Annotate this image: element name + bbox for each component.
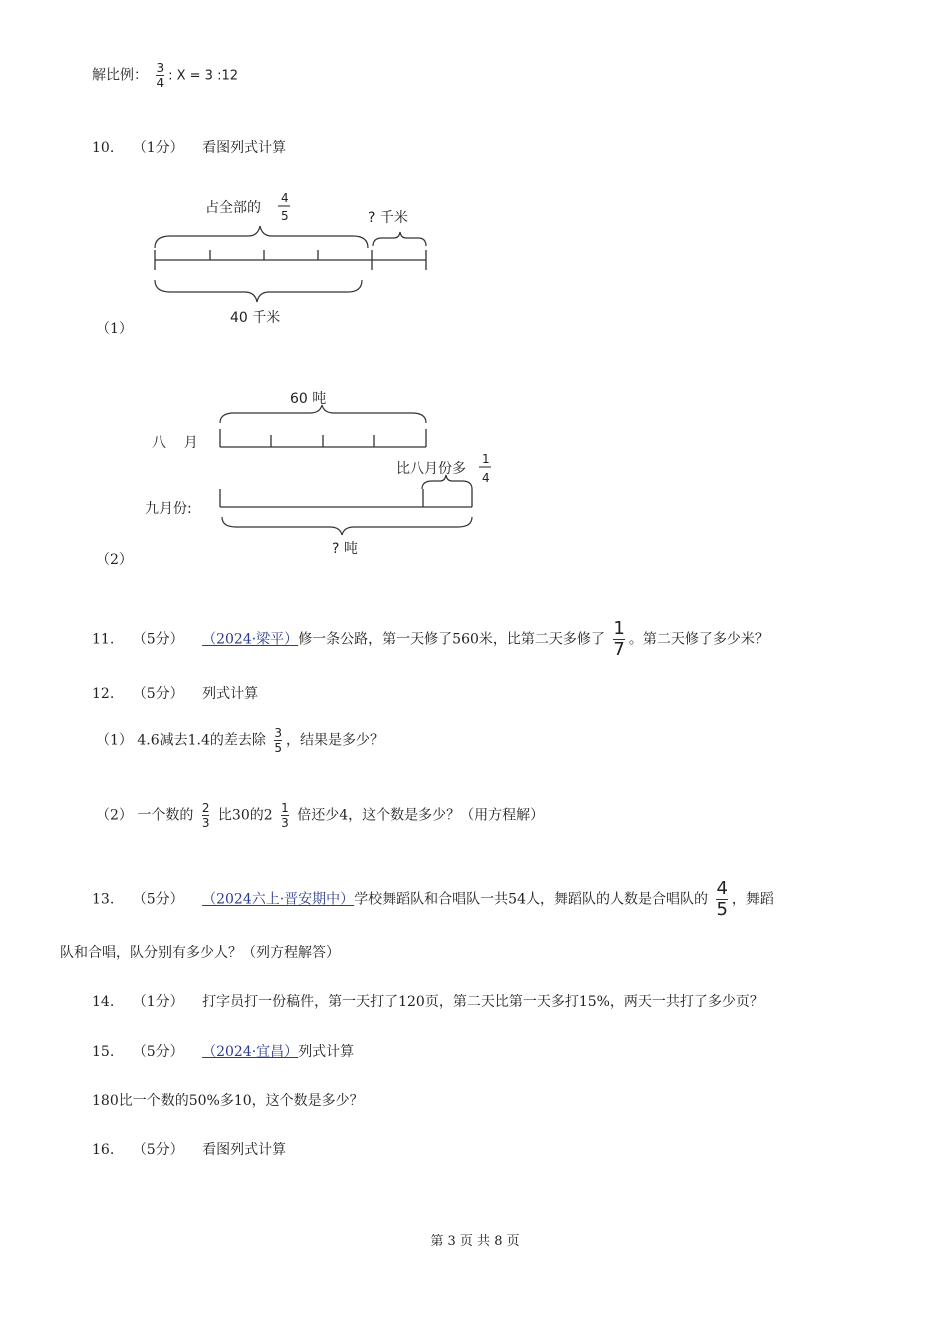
q14-number: 14. (92, 994, 115, 1010)
d2-bottom-label: ? 吨 (332, 541, 358, 557)
q12-score: （5分） (132, 686, 184, 702)
q12-p2-text-c: 倍还少4，这个数是多少？（用方程解） (297, 807, 545, 824)
q13-text-b: ，舞蹈 (731, 891, 774, 908)
d2-extra-brace (422, 475, 472, 489)
q11-source-link[interactable]: （2024·梁平） (202, 631, 299, 648)
q12-p2-fraction-1: $\frac{2}{3}$ (201, 801, 210, 830)
q11 (92, 620, 769, 659)
q10-sub2-label: （2） (96, 552, 133, 568)
q15-body: 180比一个数的50%多10，这个数是多少？ (92, 1093, 364, 1109)
q15-score: （5分） (132, 1044, 184, 1060)
q10-diagram-1 (140, 180, 460, 340)
q13-text-a: 学校舞蹈队和合唱队一共54人，舞蹈队的人数是合唱队的 (354, 891, 709, 908)
q14 (92, 991, 764, 1011)
q16-score: （5分） (132, 1142, 184, 1158)
d2-extra-label: 比八月份多 (396, 461, 466, 477)
d2-extra-den: 4 (482, 471, 490, 485)
ratio-line (92, 62, 238, 89)
q15-source-link[interactable]: （2024·宜昌） (202, 1044, 299, 1060)
q10-title: 看图列式计算 (202, 140, 287, 156)
q10-header (92, 137, 286, 157)
q12-part2 (96, 802, 544, 829)
q12-part1 (96, 727, 384, 754)
q12-p2-text-b: 比30的2 (217, 807, 273, 824)
page-footer: 第 3 页 共 8 页 (430, 1234, 520, 1249)
q16-title: 看图列式计算 (202, 1142, 287, 1158)
q12-number: 12. (92, 686, 115, 702)
d1-bottom-brace (155, 280, 362, 302)
q13-fraction: $\frac{4}{5}$ (716, 878, 728, 920)
ratio-equation: : X = 3 :12 (168, 68, 238, 84)
q15-title: 列式计算 (298, 1044, 355, 1060)
q12-p1-text-b: ，结果是多少？ (286, 732, 384, 749)
q11-text-b: 。第二天修了多少米？ (628, 631, 769, 648)
q12-p1-label: （1） (96, 732, 133, 749)
d2-row2-label: 九月份: (145, 501, 192, 517)
q13-line2: 队和合唱，队分别有多少人？（列方程解答） (60, 945, 340, 961)
q10-diagram-2 (140, 385, 510, 565)
q12-p2-text-a: 一个数的 (137, 807, 194, 824)
q10-number: 10. (92, 140, 115, 156)
q12-p2-fraction-2: $\frac{1}{3}$ (281, 801, 289, 830)
q13-source-link[interactable]: （2024六上·晋安期中） (202, 891, 355, 908)
ratio-label: 解比例： (92, 67, 148, 84)
q14-score: （1分） (132, 994, 184, 1010)
q13-line1 (92, 880, 774, 919)
q15-header (92, 1041, 354, 1061)
q12-p1-fraction: $\frac{3}{5}$ (274, 726, 282, 755)
d2-top-brace (220, 405, 426, 423)
d2-top-label: 60 吨 (290, 391, 327, 407)
d2-extra-num: 1 (482, 452, 490, 466)
d1-bottom-label: 40 千米 (230, 310, 281, 326)
q12-header (92, 683, 258, 703)
d2-row1-label: 八 月 (152, 435, 198, 451)
q16-header (92, 1139, 286, 1159)
ratio-fraction: $\frac{3}{4}$ (156, 61, 165, 90)
q15-number: 15. (92, 1044, 115, 1060)
q16-number: 16. (92, 1142, 115, 1158)
d1-right-label: ? 千米 (368, 210, 408, 226)
d1-top-num: 4 (281, 191, 289, 205)
d2-bottom-brace (222, 517, 472, 535)
q11-text-a: 修一条公路，第一天修了560米，比第二天多修了 (298, 631, 605, 648)
q11-fraction: $\frac{1}{7}$ (613, 618, 625, 660)
q10-score: （1分） (132, 140, 184, 156)
q11-number: 11. (92, 631, 115, 648)
d1-top-brace (155, 226, 368, 248)
q13-number: 13. (92, 891, 115, 908)
q12-title: 列式计算 (202, 686, 259, 702)
q14-text: 打字员打一份稿件，第一天打了120页，第二天比第一天多打15%，两天一共打了多少页？ (202, 994, 764, 1010)
d1-top-label: 占全部的 (205, 200, 261, 216)
q12-p2-label: （2） (96, 807, 133, 824)
d1-right-brace (373, 232, 426, 246)
q13-score: （5分） (132, 891, 184, 908)
q12-p1-text-a: 4.6减去1.4的差去除 (137, 732, 266, 749)
q10-sub1-label: （1） (96, 321, 133, 337)
q11-score: （5分） (132, 631, 184, 648)
d1-top-den: 5 (281, 209, 289, 223)
